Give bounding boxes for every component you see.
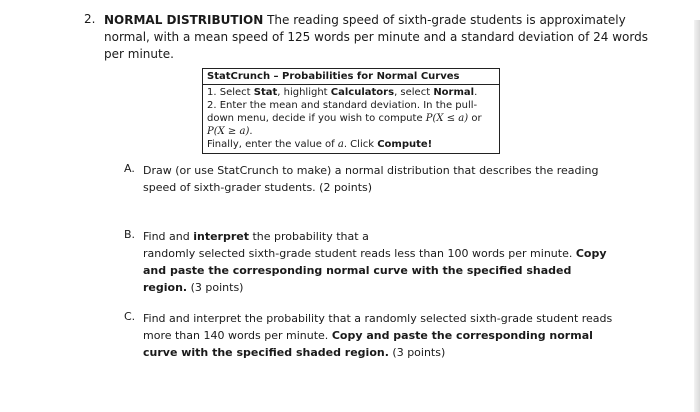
step-1-stat: Stat [253,87,278,98]
part-b-t2: the probability that a [249,230,369,243]
step-2 [207,99,495,138]
part-b-copy-paste: Copy and paste the corresponding normal curve with the specified shaded region. [143,247,607,294]
question-number: 2. [84,12,96,26]
part-c-t1: Find and interpret the probability that a randomly selected sixth-grade student reads more than 140 words per minute. [143,312,613,342]
part-b-interpret: interpret [193,230,249,243]
question-title: NORMAL DISTRIBUTION [104,13,264,27]
step-1-end: . [474,87,478,98]
part-b-points: (3 points) [187,281,244,294]
part-b-t1: Find and [143,230,194,243]
statcrunch-instructions-box [202,68,500,154]
step-2-end: . [249,126,253,137]
page-edge-shadow [694,20,700,412]
step-2-math-le: P(X ≤ a) [425,113,469,124]
question-body: The reading speed of sixth-grade students is approximately normal, with a mean speed of 125 words per minute and a standard deviation of 24 words per minute. [104,13,648,61]
statcrunch-steps [203,85,499,153]
step-3 [207,138,495,151]
question-statement [104,12,664,63]
step-3-text-2: . Click [343,139,378,150]
step-1-calculators: Calculators [330,87,395,98]
step-1-text-3: , select [394,87,434,98]
part-c-text [143,310,623,361]
step-3-compute: Compute! [377,139,433,150]
step-1-normal: Normal [433,87,475,98]
part-a-letter: A. [124,162,135,175]
part-b-letter: B. [124,228,136,241]
part-a-text: Draw (or use StatCrunch to make) a normal distribution that describes the reading speed of sixth-grader students. (2 points) [143,164,599,194]
step-2-or: or [468,113,482,124]
step-1-text-2: , highlight [277,87,331,98]
part-c-copy-paste: Copy and paste the corresponding normal curve with the specified shaded region. [143,329,593,359]
step-1-text: 1. Select [207,87,254,98]
part-b-text [143,228,613,296]
step-3-text: Finally, enter the value of [207,139,338,150]
step-2-text: 2. Enter the mean and standard deviation. In the pull-down menu, decide if you wish to compute [207,100,478,124]
step-1 [207,86,495,99]
part-c-letter: C. [124,310,136,323]
part-c-points: (3 points) [388,346,446,359]
step-2-math-ge: P(X ≥ a) [207,126,250,137]
statcrunch-header: StatCrunch – Probabilities for Normal Curves [203,69,499,85]
part-b-t3: randomly selected sixth-grade student reads less than 100 words per minute. [143,247,576,260]
step-3-math-a: a [337,139,344,150]
